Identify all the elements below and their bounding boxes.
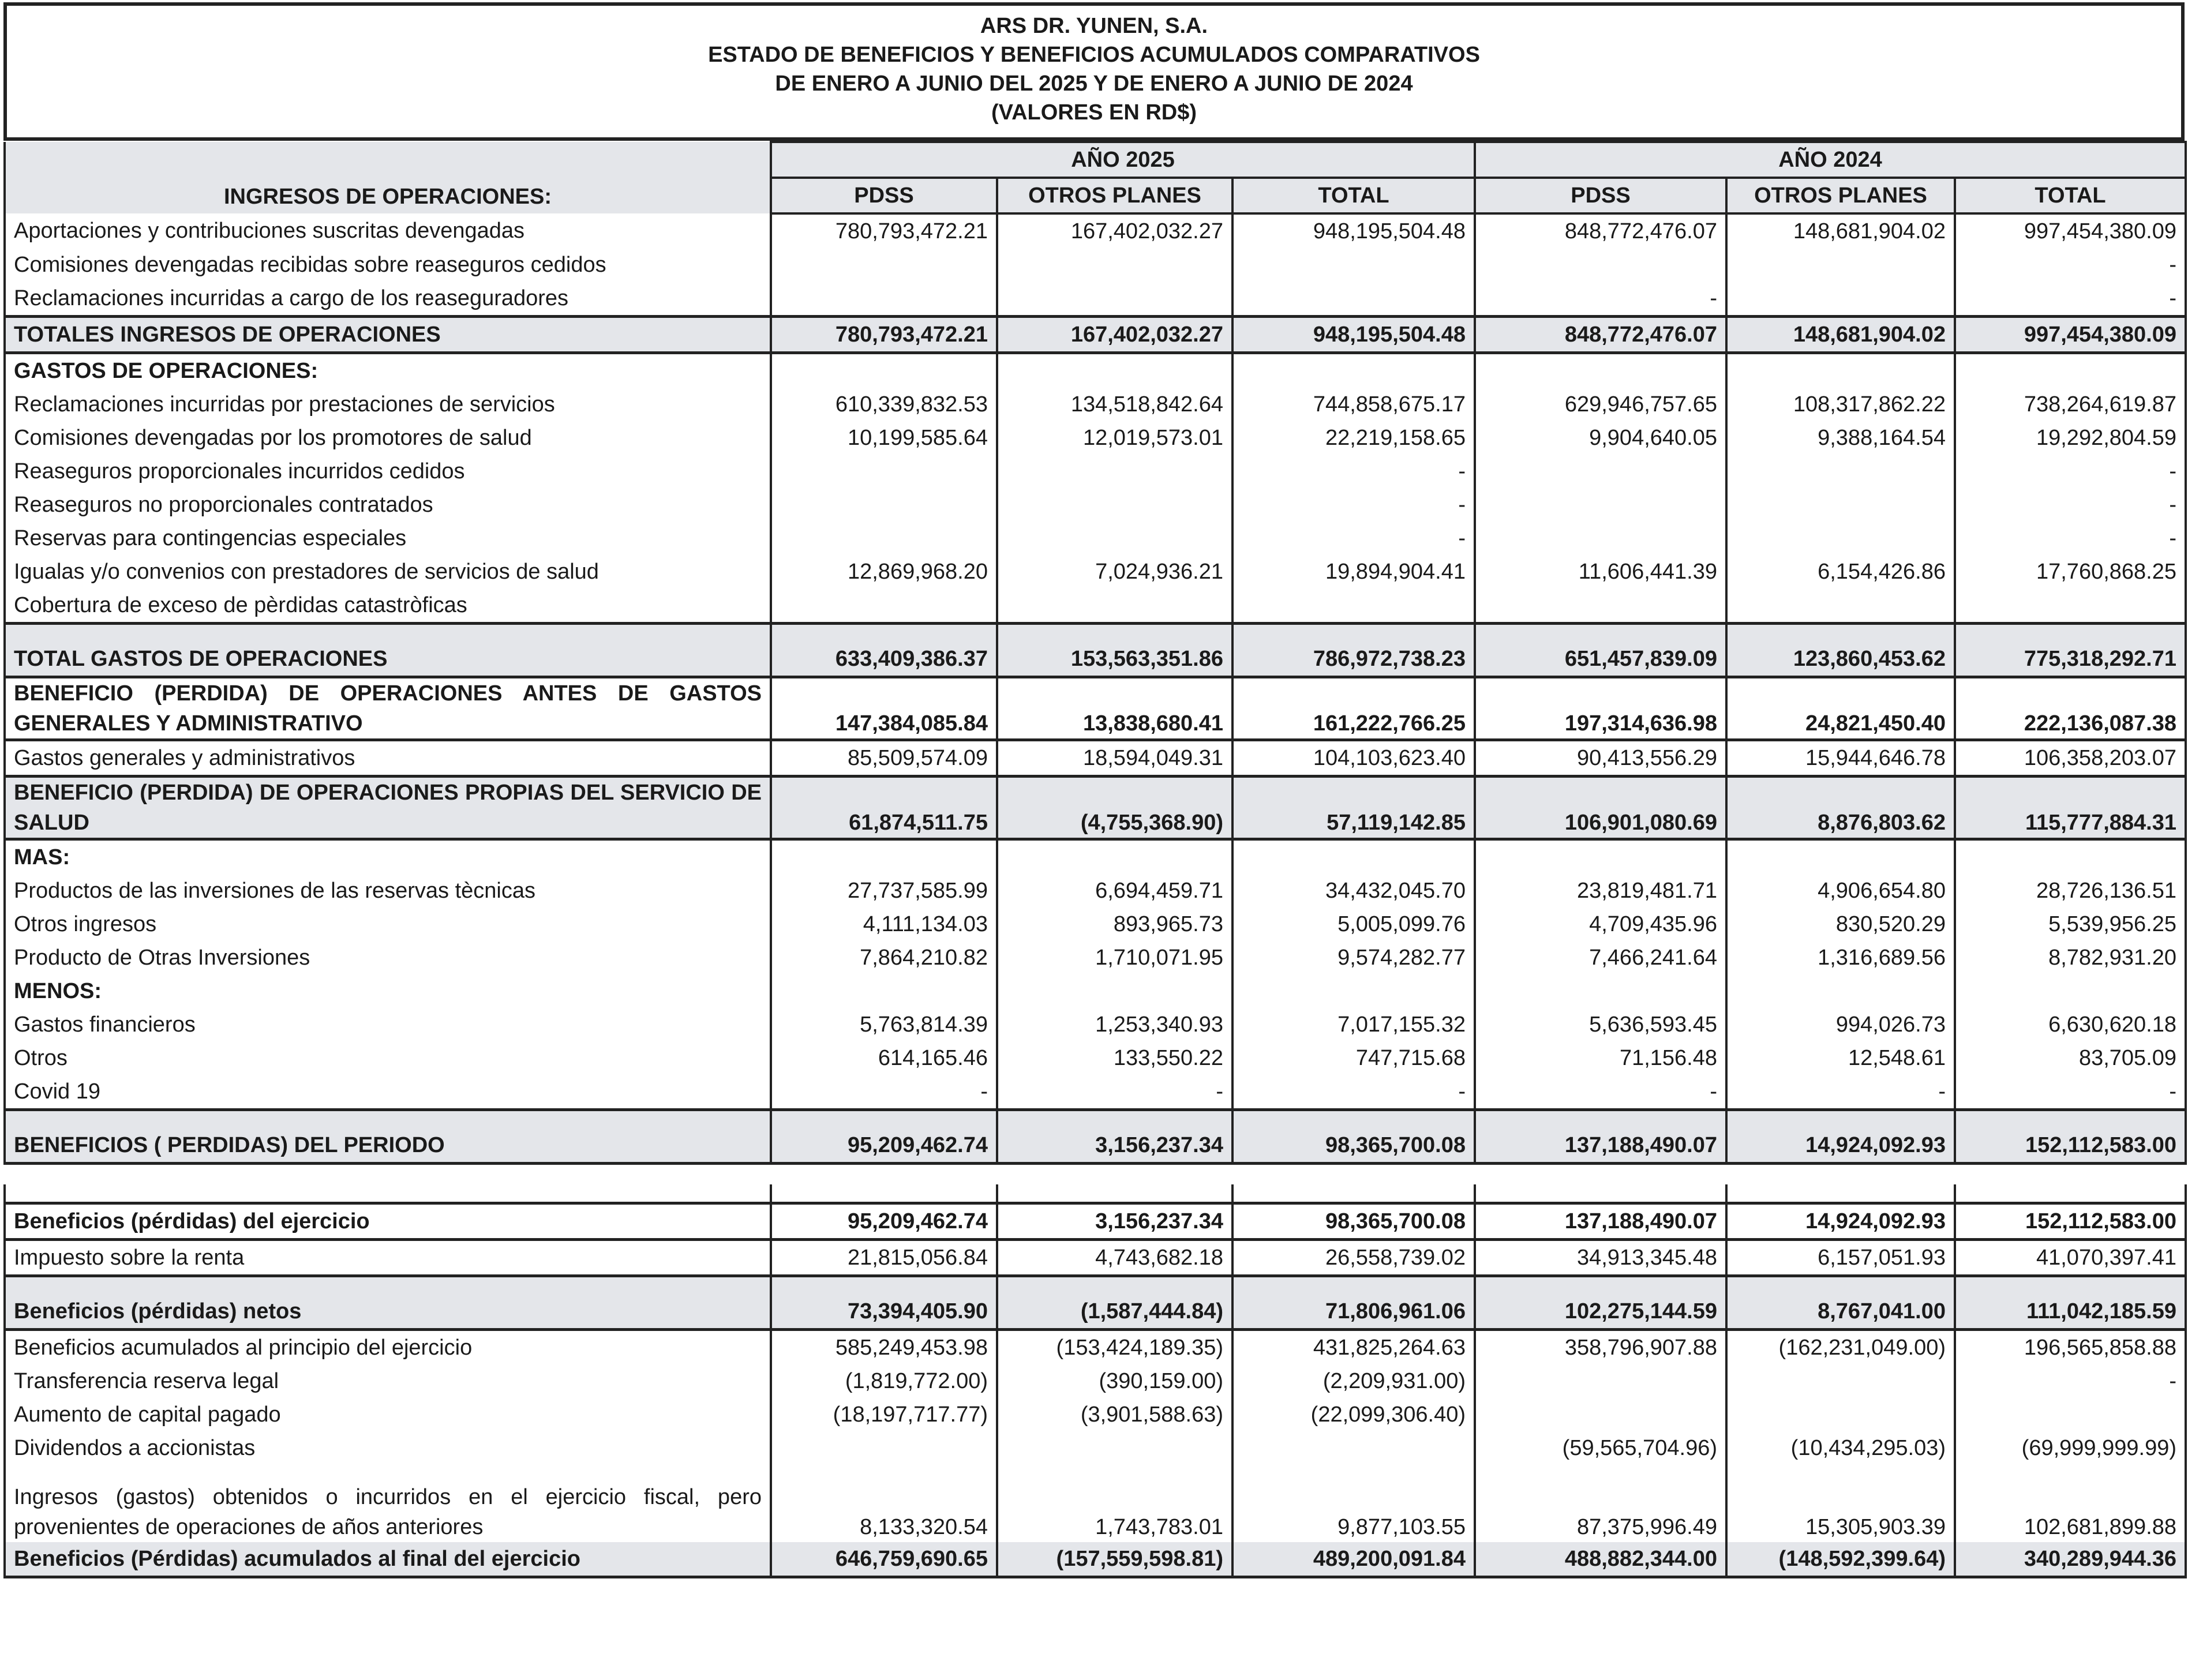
table-row: [5, 522, 2186, 555]
cell-pdss-2025: 73,394,405.90: [771, 1295, 997, 1330]
cell-total-2025: 57,119,142.85: [1232, 777, 1475, 839]
cell-total-2025: 5,005,099.76: [1232, 907, 1475, 941]
cell-otros-2025: (1,587,444.84): [997, 1295, 1232, 1330]
cell-total-2024: -: [1955, 455, 2186, 488]
cell-pdss-2024: 488,882,344.00: [1475, 1542, 1726, 1577]
cell-total-2025: [1232, 588, 1475, 624]
cell-pdss-2025: 5,763,814.39: [771, 1008, 997, 1041]
cell-total-2025: 98,365,700.08: [1232, 1128, 1475, 1164]
col-otros-2025: OTROS PLANES: [997, 178, 1232, 213]
table-row: [5, 1041, 2186, 1075]
table-row: [5, 1008, 2186, 1041]
year-2025-header: AÑO 2025: [771, 142, 1475, 178]
cell-otros-2025: (157,559,598.81): [997, 1542, 1232, 1577]
cell-otros-2024: 4,906,654.80: [1726, 874, 1955, 907]
row-label: Gastos financieros: [5, 1008, 771, 1041]
cell-pdss-2024: 358,796,907.88: [1475, 1330, 1726, 1365]
cell-pdss-2025: 21,815,056.84: [771, 1240, 997, 1276]
row-label: MENOS:: [5, 974, 771, 1008]
cell-otros-2025: -: [997, 1075, 1232, 1110]
row-label: Otros: [5, 1041, 771, 1075]
table-row: [5, 874, 2186, 907]
cell-pdss-2025: [771, 488, 997, 522]
cell-pdss-2024: 23,819,481.71: [1475, 874, 1726, 907]
cell-pdss-2024: 7,466,241.64: [1475, 941, 1726, 974]
row-label: Producto de Otras Inversiones: [5, 941, 771, 974]
cell-otros-2025: [997, 1431, 1232, 1465]
cell-total-2024: 41,070,397.41: [1955, 1240, 2186, 1276]
row-label: Gastos generales y administrativos: [5, 740, 771, 777]
cell-otros-2024: 15,305,903.39: [1726, 1482, 1955, 1542]
table-row: [5, 455, 2186, 488]
company-name: ARS DR. YUNEN, S.A.: [980, 14, 1208, 38]
row-label: Reaseguros proporcionales incurridos cedidos: [5, 455, 771, 488]
table-row: [5, 388, 2186, 421]
cell-otros-2024: [1726, 248, 1955, 282]
cell-pdss-2024: (59,565,704.96): [1475, 1431, 1726, 1465]
cell-pdss-2024: 848,772,476.07: [1475, 317, 1726, 353]
cell-pdss-2025: 614,165.46: [771, 1041, 997, 1075]
cell-otros-2025: (4,755,368.90): [997, 777, 1232, 839]
table-row: [5, 1364, 2186, 1398]
cell-pdss-2024: 4,709,435.96: [1475, 907, 1726, 941]
cell-total-2024: 152,112,583.00: [1955, 1203, 2186, 1240]
cell-pdss-2025: (1,819,772.00): [771, 1364, 997, 1398]
cell-total-2024: 106,358,203.07: [1955, 740, 2186, 777]
cell-otros-2024: 6,157,051.93: [1726, 1240, 1955, 1276]
statement-title: ESTADO DE BENEFICIOS Y BENEFICIOS ACUMULADOS COMPARATIVOS: [708, 43, 1480, 67]
cell-pdss-2024: [1475, 248, 1726, 282]
col-total-2025: TOTAL: [1232, 178, 1475, 213]
row-label: Aumento de capital pagado: [5, 1398, 771, 1431]
cell-total-2024: 8,782,931.20: [1955, 941, 2186, 974]
cell-total-2025: 22,219,158.65: [1232, 421, 1475, 455]
cell-total-2024: -: [1955, 1364, 2186, 1398]
row-label: BENEFICIOS ( PERDIDAS) DEL PERIODO: [5, 1128, 771, 1164]
row-label: Productos de las inversiones de las reservas tècnicas: [5, 874, 771, 907]
cell-otros-2025: 893,965.73: [997, 907, 1232, 941]
row-label: Comisiones devengadas por los promotores de salud: [5, 421, 771, 455]
cell-total-2024: 222,136,087.38: [1955, 677, 2186, 740]
cell-pdss-2024: [1475, 1398, 1726, 1431]
cell-pdss-2025: 7,864,210.82: [771, 941, 997, 974]
section-heading: [5, 974, 2186, 1008]
row-padding: [5, 1184, 2186, 1203]
row-label: Reclamaciones incurridas por prestaciones de servicios: [5, 388, 771, 421]
cell-otros-2024: -: [1726, 1075, 1955, 1110]
cell-total-2024: 17,760,868.25: [1955, 555, 2186, 588]
table-row: [5, 1482, 2186, 1542]
col-pdss-2025: PDSS: [771, 178, 997, 213]
cell-total-2024: 28,726,136.51: [1955, 874, 2186, 907]
cell-pdss-2025: [771, 588, 997, 624]
table-row: [5, 907, 2186, 941]
cell-pdss-2024: [1475, 353, 1726, 388]
cell-otros-2025: 1,743,783.01: [997, 1482, 1232, 1542]
cell-total-2024: 6,630,620.18: [1955, 1008, 2186, 1041]
cell-pdss-2025: 780,793,472.21: [771, 317, 997, 353]
cell-otros-2025: [997, 522, 1232, 555]
cell-total-2025: -: [1232, 455, 1475, 488]
row-label: Reclamaciones incurridas a cargo de los reaseguradores: [5, 282, 771, 317]
cell-pdss-2024: 5,636,593.45: [1475, 1008, 1726, 1041]
cell-total-2025: -: [1232, 1075, 1475, 1110]
row-label: Beneficios acumulados al principio del ejercicio: [5, 1330, 771, 1365]
table-row: [5, 248, 2186, 282]
cell-otros-2024: 148,681,904.02: [1726, 213, 1955, 248]
cell-pdss-2025: [771, 455, 997, 488]
statement-table: [3, 141, 2187, 1578]
col-otros-2024: OTROS PLANES: [1726, 178, 1955, 213]
cell-otros-2025: 3,156,237.34: [997, 1203, 1232, 1240]
cell-total-2024: 340,289,944.36: [1955, 1542, 2186, 1577]
row-label: BENEFICIO (PERDIDA) DE OPERACIONES ANTES DE GASTOS GENERALES Y ADMINISTRATIVO: [5, 677, 771, 740]
table-row: [5, 213, 2186, 248]
row-header: INGRESOS DE OPERACIONES:: [5, 142, 771, 213]
cell-otros-2024: [1726, 1398, 1955, 1431]
total-row: [5, 1542, 2186, 1577]
row-label: Igualas y/o convenios con prestadores de servicios de salud: [5, 555, 771, 588]
row-label: Beneficios (pérdidas) netos: [5, 1295, 771, 1330]
table-row: [5, 1431, 2186, 1465]
cell-pdss-2025: 85,509,574.09: [771, 740, 997, 777]
cell-pdss-2025: 646,759,690.65: [771, 1542, 997, 1577]
cell-otros-2025: [997, 353, 1232, 388]
cell-pdss-2024: [1475, 588, 1726, 624]
total-row: [5, 642, 2186, 677]
statement-units: (VALORES EN RD$): [991, 100, 1197, 125]
cell-otros-2025: [997, 588, 1232, 624]
cell-otros-2024: 1,316,689.56: [1726, 941, 1955, 974]
cell-pdss-2025: 95,209,462.74: [771, 1128, 997, 1164]
col-pdss-2024: PDSS: [1475, 178, 1726, 213]
cell-total-2025: (2,209,931.00): [1232, 1364, 1475, 1398]
cell-total-2025: 9,877,103.55: [1232, 1482, 1475, 1542]
row-padding: [5, 624, 2186, 643]
cell-total-2024: -: [1955, 488, 2186, 522]
cell-pdss-2024: 651,457,839.09: [1475, 642, 1726, 677]
cell-otros-2024: (10,434,295.03): [1726, 1431, 1955, 1465]
table-row: [5, 588, 2186, 624]
section-gap: [5, 1164, 2186, 1185]
cell-total-2024: 111,042,185.59: [1955, 1295, 2186, 1330]
cell-total-2025: 26,558,739.02: [1232, 1240, 1475, 1276]
year-header-row: [5, 142, 2186, 178]
cell-total-2024: [1955, 588, 2186, 624]
cell-pdss-2024: 848,772,476.07: [1475, 213, 1726, 248]
cell-total-2025: 9,574,282.77: [1232, 941, 1475, 974]
row-label: TOTAL GASTOS DE OPERACIONES: [5, 642, 771, 677]
cell-pdss-2024: [1475, 1364, 1726, 1398]
cell-otros-2025: (390,159.00): [997, 1364, 1232, 1398]
cell-pdss-2025: 610,339,832.53: [771, 388, 997, 421]
cell-total-2024: [1955, 1398, 2186, 1431]
row-padding: [5, 1465, 2186, 1482]
cell-pdss-2024: [1475, 455, 1726, 488]
cell-pdss-2025: 10,199,585.64: [771, 421, 997, 455]
cell-pdss-2025: -: [771, 1075, 997, 1110]
row-label: Impuesto sobre la renta: [5, 1240, 771, 1276]
row-label: Reservas para contingencias especiales: [5, 522, 771, 555]
table-row: [5, 282, 2186, 317]
cell-pdss-2024: 102,275,144.59: [1475, 1295, 1726, 1330]
financial-statement: [3, 2, 2185, 1578]
row-label: MAS:: [5, 839, 771, 875]
table-row: [5, 1240, 2186, 1276]
cell-otros-2024: [1726, 839, 1955, 875]
cell-pdss-2025: [771, 282, 997, 317]
cell-pdss-2025: 585,249,453.98: [771, 1330, 997, 1365]
cell-total-2024: [1955, 353, 2186, 388]
cell-total-2024: 738,264,619.87: [1955, 388, 2186, 421]
cell-pdss-2025: 61,874,511.75: [771, 777, 997, 839]
cell-pdss-2025: 4,111,134.03: [771, 907, 997, 941]
cell-pdss-2024: 137,188,490.07: [1475, 1128, 1726, 1164]
cell-otros-2025: 12,019,573.01: [997, 421, 1232, 455]
row-label: Beneficios (pérdidas) del ejercicio: [5, 1203, 771, 1240]
cell-otros-2025: 7,024,936.21: [997, 555, 1232, 588]
statement-title-block: [3, 2, 2185, 141]
total-row: [5, 1203, 2186, 1240]
row-label: Transferencia reserva legal: [5, 1364, 771, 1398]
cell-total-2025: 948,195,504.48: [1232, 213, 1475, 248]
cell-total-2025: 948,195,504.48: [1232, 317, 1475, 353]
cell-otros-2024: 148,681,904.02: [1726, 317, 1955, 353]
cell-pdss-2025: [771, 522, 997, 555]
cell-pdss-2025: (18,197,717.77): [771, 1398, 997, 1431]
cell-total-2025: 431,825,264.63: [1232, 1330, 1475, 1365]
cell-total-2024: 775,318,292.71: [1955, 642, 2186, 677]
row-label: GASTOS DE OPERACIONES:: [5, 353, 771, 388]
row-padding: [5, 1276, 2186, 1295]
cell-pdss-2024: [1475, 974, 1726, 1008]
cell-total-2025: [1232, 353, 1475, 388]
row-label: Aportaciones y contribuciones suscritas devengadas: [5, 213, 771, 248]
row-label: Cobertura de exceso de pèrdidas catastròficas: [5, 588, 771, 624]
cell-total-2025: (22,099,306.40): [1232, 1398, 1475, 1431]
cell-pdss-2024: 106,901,080.69: [1475, 777, 1726, 839]
total-row: [5, 1128, 2186, 1164]
cell-otros-2024: 8,876,803.62: [1726, 777, 1955, 839]
cell-pdss-2024: 87,375,996.49: [1475, 1482, 1726, 1542]
subtotal-row: [5, 677, 2186, 740]
cell-total-2025: 489,200,091.84: [1232, 1542, 1475, 1577]
cell-total-2025: 786,972,738.23: [1232, 642, 1475, 677]
table-row: [5, 740, 2186, 777]
row-label: BENEFICIO (PERDIDA) DE OPERACIONES PROPIAS DEL SERVICIO DE SALUD: [5, 777, 771, 839]
cell-otros-2024: 15,944,646.78: [1726, 740, 1955, 777]
cell-pdss-2024: 34,913,345.48: [1475, 1240, 1726, 1276]
cell-total-2024: 997,454,380.09: [1955, 213, 2186, 248]
cell-otros-2025: [997, 488, 1232, 522]
cell-otros-2024: 108,317,862.22: [1726, 388, 1955, 421]
cell-total-2025: 98,365,700.08: [1232, 1203, 1475, 1240]
cell-pdss-2024: [1475, 488, 1726, 522]
table-row: [5, 488, 2186, 522]
cell-otros-2025: 13,838,680.41: [997, 677, 1232, 740]
row-label: Otros ingresos: [5, 907, 771, 941]
cell-otros-2024: 9,388,164.54: [1726, 421, 1955, 455]
cell-otros-2025: 4,743,682.18: [997, 1240, 1232, 1276]
cell-otros-2025: [997, 839, 1232, 875]
cell-otros-2025: [997, 248, 1232, 282]
cell-otros-2024: [1726, 588, 1955, 624]
cell-total-2025: [1232, 248, 1475, 282]
cell-otros-2024: [1726, 353, 1955, 388]
cell-total-2025: 71,806,961.06: [1232, 1295, 1475, 1330]
cell-total-2025: [1232, 839, 1475, 875]
cell-total-2025: [1232, 974, 1475, 1008]
cell-otros-2024: 12,548.61: [1726, 1041, 1955, 1075]
cell-otros-2024: 6,154,426.86: [1726, 555, 1955, 588]
cell-otros-2025: 1,710,071.95: [997, 941, 1232, 974]
cell-pdss-2025: 780,793,472.21: [771, 213, 997, 248]
cell-pdss-2025: [771, 839, 997, 875]
cell-pdss-2024: [1475, 839, 1726, 875]
subtotal-row: [5, 777, 2186, 839]
cell-otros-2025: 134,518,842.64: [997, 388, 1232, 421]
cell-total-2024: 152,112,583.00: [1955, 1128, 2186, 1164]
cell-pdss-2024: -: [1475, 1075, 1726, 1110]
cell-pdss-2024: 71,156.48: [1475, 1041, 1726, 1075]
cell-total-2024: [1955, 974, 2186, 1008]
cell-total-2024: 19,292,804.59: [1955, 421, 2186, 455]
cell-total-2024: -: [1955, 522, 2186, 555]
cell-pdss-2025: 27,737,585.99: [771, 874, 997, 907]
cell-otros-2024: [1726, 455, 1955, 488]
cell-otros-2024: 14,924,092.93: [1726, 1128, 1955, 1164]
cell-otros-2025: 167,402,032.27: [997, 317, 1232, 353]
cell-total-2024: 83,705.09: [1955, 1041, 2186, 1075]
table-row: [5, 1330, 2186, 1365]
cell-total-2025: 19,894,904.41: [1232, 555, 1475, 588]
cell-otros-2024: 123,860,453.62: [1726, 642, 1955, 677]
cell-total-2024: 5,539,956.25: [1955, 907, 2186, 941]
table-row: [5, 941, 2186, 974]
cell-total-2025: [1232, 1431, 1475, 1465]
cell-total-2025: 747,715.68: [1232, 1041, 1475, 1075]
cell-otros-2024: 8,767,041.00: [1726, 1295, 1955, 1330]
row-label: Covid 19: [5, 1075, 771, 1110]
cell-otros-2025: [997, 455, 1232, 488]
table-row: [5, 1075, 2186, 1110]
cell-pdss-2024: 9,904,640.05: [1475, 421, 1726, 455]
table-row: [5, 555, 2186, 588]
row-padding: [5, 1110, 2186, 1129]
cell-pdss-2024: 137,188,490.07: [1475, 1203, 1726, 1240]
cell-otros-2024: 14,924,092.93: [1726, 1203, 1955, 1240]
cell-pdss-2024: 90,413,556.29: [1475, 740, 1726, 777]
cell-otros-2025: [997, 282, 1232, 317]
cell-total-2024: 115,777,884.31: [1955, 777, 2186, 839]
row-label: Comisiones devengadas recibidas sobre reaseguros cedidos: [5, 248, 771, 282]
cell-pdss-2025: [771, 1431, 997, 1465]
cell-pdss-2024: -: [1475, 282, 1726, 317]
cell-total-2025: 161,222,766.25: [1232, 677, 1475, 740]
cell-otros-2024: 24,821,450.40: [1726, 677, 1955, 740]
cell-otros-2024: [1726, 1364, 1955, 1398]
cell-pdss-2025: 633,409,386.37: [771, 642, 997, 677]
table-row: [5, 1398, 2186, 1431]
cell-pdss-2024: 11,606,441.39: [1475, 555, 1726, 588]
section-heading: [5, 353, 2186, 388]
cell-otros-2024: [1726, 282, 1955, 317]
cell-otros-2025: 6,694,459.71: [997, 874, 1232, 907]
cell-pdss-2025: 147,384,085.84: [771, 677, 997, 740]
cell-pdss-2025: 95,209,462.74: [771, 1203, 997, 1240]
row-label: Beneficios (Pérdidas) acumulados al final del ejercicio: [5, 1542, 771, 1577]
cell-total-2024: 997,454,380.09: [1955, 317, 2186, 353]
total-row: [5, 317, 2186, 353]
cell-otros-2024: 830,520.29: [1726, 907, 1955, 941]
cell-total-2024: -: [1955, 248, 2186, 282]
cell-otros-2024: (148,592,399.64): [1726, 1542, 1955, 1577]
cell-total-2025: 744,858,675.17: [1232, 388, 1475, 421]
cell-otros-2025: 167,402,032.27: [997, 213, 1232, 248]
cell-otros-2024: 994,026.73: [1726, 1008, 1955, 1041]
cell-total-2025: [1232, 282, 1475, 317]
col-total-2024: TOTAL: [1955, 178, 2186, 213]
year-2024-header: AÑO 2024: [1475, 142, 2186, 178]
cell-otros-2024: [1726, 974, 1955, 1008]
cell-total-2024: -: [1955, 282, 2186, 317]
statement-period: DE ENERO A JUNIO DEL 2025 Y DE ENERO A JUNIO DE 2024: [775, 72, 1413, 96]
cell-total-2024: 196,565,858.88: [1955, 1330, 2186, 1365]
cell-pdss-2025: 12,869,968.20: [771, 555, 997, 588]
cell-pdss-2024: 629,946,757.65: [1475, 388, 1726, 421]
cell-total-2025: 104,103,623.40: [1232, 740, 1475, 777]
cell-otros-2025: (3,901,588.63): [997, 1398, 1232, 1431]
cell-pdss-2025: [771, 974, 997, 1008]
cell-pdss-2024: [1475, 522, 1726, 555]
cell-pdss-2025: 8,133,320.54: [771, 1482, 997, 1542]
cell-otros-2024: (162,231,049.00): [1726, 1330, 1955, 1365]
cell-otros-2024: [1726, 522, 1955, 555]
table-row: [5, 421, 2186, 455]
row-label: TOTALES INGRESOS DE OPERACIONES: [5, 317, 771, 353]
cell-total-2024: -: [1955, 1075, 2186, 1110]
cell-total-2025: -: [1232, 522, 1475, 555]
cell-otros-2025: 1,253,340.93: [997, 1008, 1232, 1041]
cell-total-2025: 34,432,045.70: [1232, 874, 1475, 907]
cell-total-2024: (69,999,999.99): [1955, 1431, 2186, 1465]
cell-otros-2025: [997, 974, 1232, 1008]
cell-otros-2025: 153,563,351.86: [997, 642, 1232, 677]
cell-pdss-2025: [771, 353, 997, 388]
cell-total-2025: 7,017,155.32: [1232, 1008, 1475, 1041]
total-row: [5, 1295, 2186, 1330]
row-label: Ingresos (gastos) obtenidos o incurridos en el ejercicio fiscal, pero provenientes de operaciones de años anteriores: [5, 1482, 771, 1542]
cell-otros-2025: 133,550.22: [997, 1041, 1232, 1075]
section-heading: [5, 839, 2186, 875]
cell-pdss-2025: [771, 248, 997, 282]
cell-total-2024: [1955, 839, 2186, 875]
cell-otros-2025: 3,156,237.34: [997, 1128, 1232, 1164]
cell-pdss-2024: 197,314,636.98: [1475, 677, 1726, 740]
row-label: Dividendos a accionistas: [5, 1431, 771, 1465]
row-label: Reaseguros no proporcionales contratados: [5, 488, 771, 522]
cell-otros-2025: (153,424,189.35): [997, 1330, 1232, 1365]
cell-otros-2024: [1726, 488, 1955, 522]
cell-total-2024: 102,681,899.88: [1955, 1482, 2186, 1542]
cell-otros-2025: 18,594,049.31: [997, 740, 1232, 777]
cell-total-2025: -: [1232, 488, 1475, 522]
